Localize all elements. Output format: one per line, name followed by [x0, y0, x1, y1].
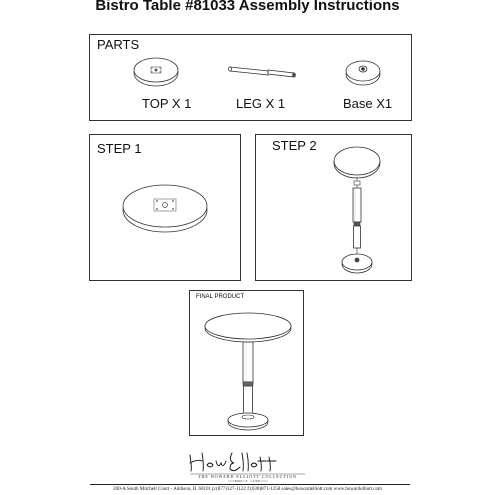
- document-title: Bistro Table #81033 Assembly Instructions: [95, 0, 400, 14]
- leg-part-label: LEG X 1: [236, 96, 286, 111]
- step2-assembly-drawing: [332, 146, 380, 276]
- brand-logo: [180, 447, 315, 483]
- footer-address: 200-A South Mitchell Court - Addison, IL 60101 p:(877)327-1122 f:(630)871-1258 sales@howardelliott.com www.howardelliott.com: [113, 487, 382, 492]
- logo-since: SINCE 1991: [234, 479, 261, 483]
- base-drawing: [343, 55, 383, 89]
- table-top-drawing: [132, 57, 180, 89]
- top-part-label: TOP X 1: [142, 96, 192, 111]
- parts-panel: [89, 34, 412, 121]
- step1-panel: [89, 134, 241, 281]
- final-product-drawing: [203, 309, 293, 434]
- final-product-panel: [189, 290, 304, 436]
- final-product-heading: FINAL PRODUCT: [196, 294, 245, 300]
- step1-table-top-drawing: [120, 182, 210, 234]
- parts-heading: PARTS: [97, 37, 140, 52]
- base-part-label: Base X1: [343, 96, 393, 111]
- leg-drawing: [228, 63, 298, 79]
- step2-heading: STEP 2: [272, 138, 317, 153]
- step1-heading: STEP 1: [97, 141, 142, 156]
- logo-tagline: THE HOWARD ELLIOTT COLLECTION: [198, 474, 297, 479]
- footer-rule: [90, 484, 410, 485]
- step2-panel: [255, 134, 412, 281]
